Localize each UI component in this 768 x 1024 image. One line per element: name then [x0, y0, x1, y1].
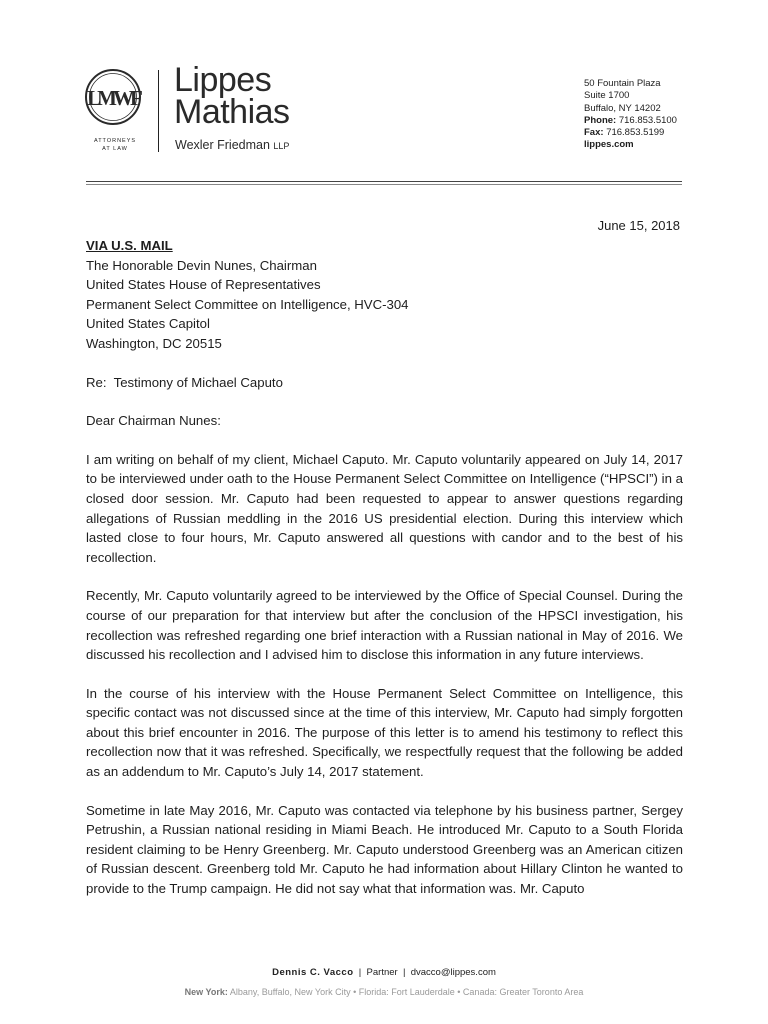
- subject-line: Re: Testimony of Michael Caputo: [86, 374, 283, 390]
- firm-address: 50 Fountain Plaza Suite 1700 Buffalo, NY 14202 Phone: 716.853.5100 Fax: 716.853.5199 lippes.com: [584, 78, 754, 152]
- body-paragraph: Recently, Mr. Caputo voluntarily agreed to be interviewed by the Office of Special Counsel. During the course of our preparation for that interview but after the conclusion of the HPSCI investigation, his recollection was refreshed regarding one brief interaction with a Russian national in May of 2016. We discussed his recollection and I advised him to disclose this information in any future interviews.: [86, 588, 683, 663]
- header-rule: [86, 181, 682, 182]
- firm-phone: Phone: 716.853.5100: [584, 114, 677, 126]
- firm-name: Lippes Mathias: [174, 61, 290, 131]
- seal-caption: ATTORNEYS AT LAW: [93, 138, 137, 152]
- body-paragraph: Sometime in late May 2016, Mr. Caputo was contacted via telephone by his business partner, Sergey Petrushin, a Russian national residing in Miami Beach. He introduced Mr. Caputo to a South Florida resident claiming to be Henry Greenberg. Mr. Caputo understood Greenberg was an American citizen of Russian descent. Greenberg told Mr. Caputo he had information about Hillary Clinton he wanted to provide to the Trump campaign. He did not say what that information was. Mr. Caputo: [86, 802, 683, 897]
- firm-seal-icon: [84, 68, 142, 126]
- svg-text:LMWF: LMWF: [87, 86, 139, 110]
- firm-subname: Wexler Friedman LLP: [175, 138, 290, 152]
- footer-locations: New York: Albany, Buffalo, New York City • Florida: Fort Lauderdale • Canada: Greater Toronto Area: [184, 987, 584, 997]
- body-paragraph: In the course of his interview with the House Permanent Select Committee on Intelligence, this specific contact was not discussed since at the time of this interview, Mr. Caputo had simply forgotten about this brief encounter in 2016. The purpose of this letter is to amend his testimony to reflect this recollection now that it was refreshed. Specifically, we respectfully request that the following be added as an addendum to Mr. Caputo’s July 14, 2017 statement.: [86, 685, 683, 780]
- firm-website[interactable]: lippes.com: [584, 139, 634, 151]
- letter-date: June 15, 2018: [597, 218, 680, 233]
- body-paragraph: I am writing on behalf of my client, Michael Caputo. Mr. Caputo voluntarily appeared on July 14, 2017 to be interviewed under oath to the House Permanent Select Committee on Intelligence (“HPSCI”) in a closed door session. Mr. Caputo had been requested to appear to answer questions regarding allegations of Russian meddling in the 2016 US presidential election. During this interview which lasted close to four hours, Mr. Caputo answered all questions with candor and to the best of his recollection.: [86, 451, 683, 565]
- salutation: Dear Chairman Nunes:: [86, 413, 221, 429]
- footer-signature: Dennis C. Vacco | Partner | dvacco@lippes.com: [272, 967, 496, 978]
- header-rule-secondary: [86, 184, 682, 185]
- footer-email[interactable]: dvacco@lippes.com: [410, 967, 496, 978]
- recipient-block: The Honorable Devin Nunes, Chairman United States House of Representatives Permanent Select Committee on Intelligence, HVC-304 United States Capitol Washington, DC 20515: [86, 257, 409, 351]
- firm-fax: Fax: 716.853.5199: [584, 127, 665, 139]
- delivery-method: VIA U.S. MAIL: [86, 238, 173, 253]
- letter-body: [86, 236, 683, 899]
- logo-divider: [158, 70, 159, 152]
